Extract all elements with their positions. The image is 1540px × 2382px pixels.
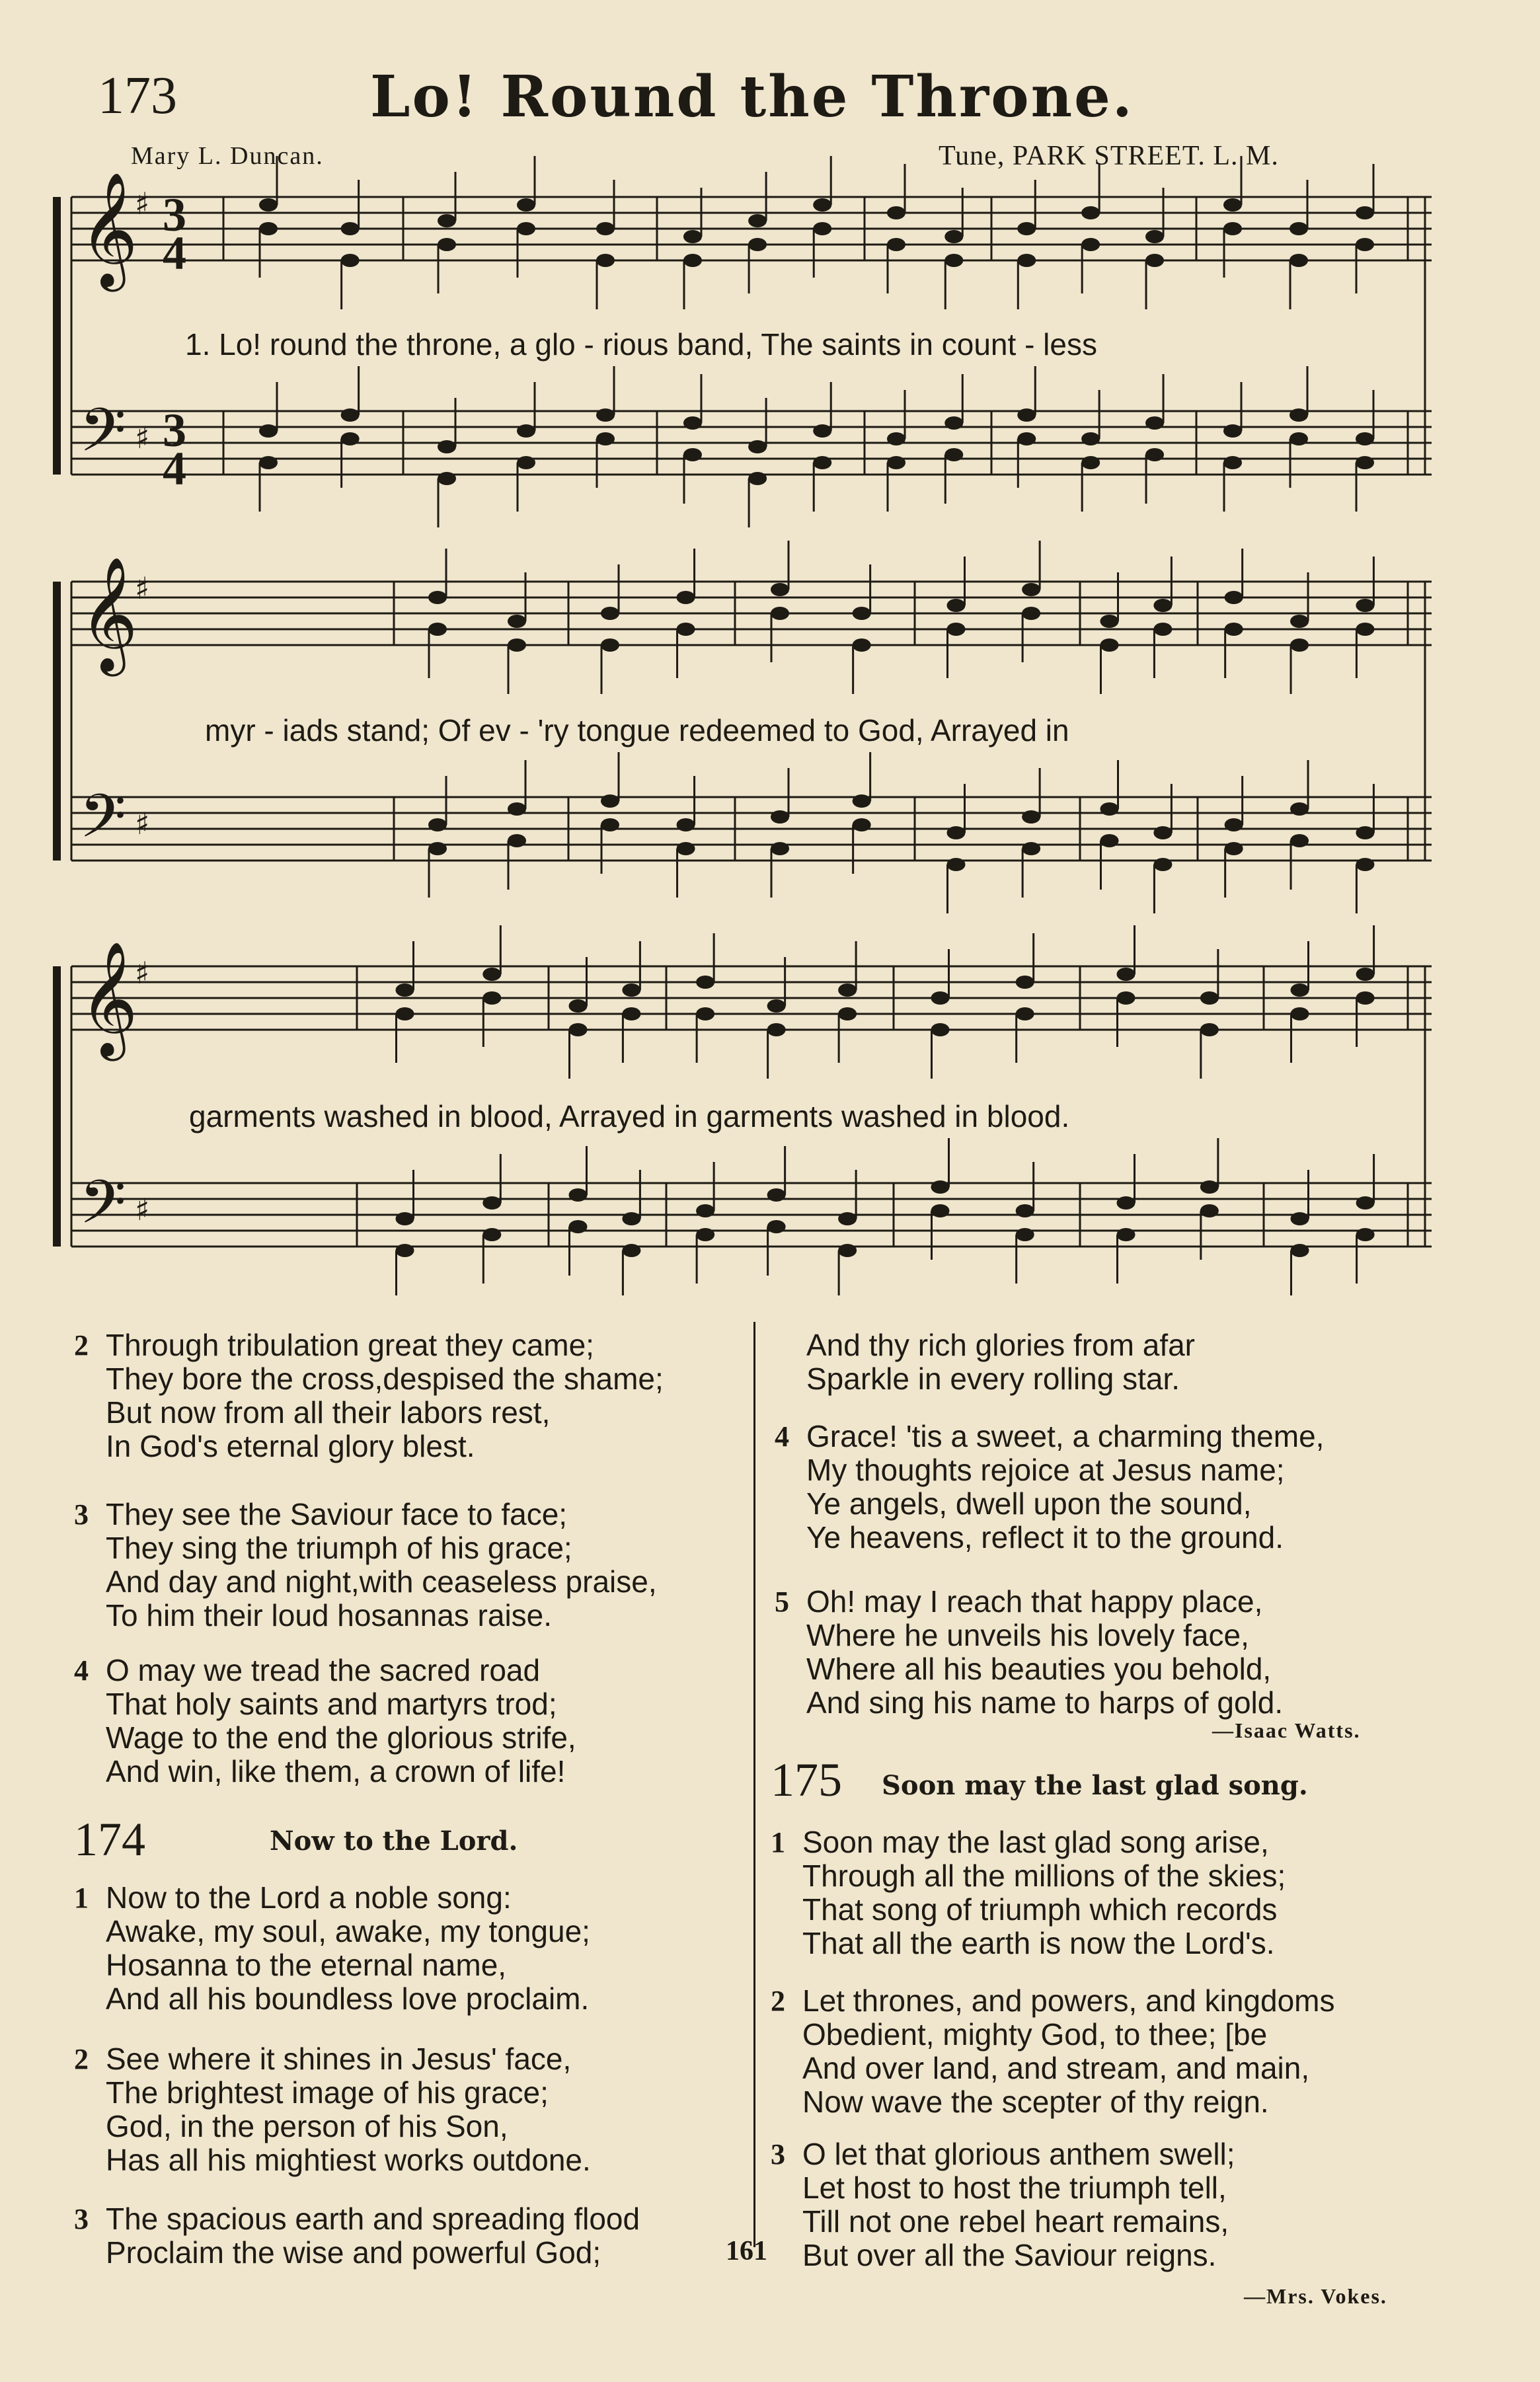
note-head	[1153, 599, 1172, 612]
note-head	[508, 615, 526, 628]
note-head	[482, 991, 501, 1005]
note-head	[622, 983, 640, 997]
note-head	[482, 1228, 501, 1241]
stanza-left-3: 3 They see the Saviour face to face; They sing the triumph of his grace; And day and night,with ceaseless praise, To him their loud hosannas raise.	[74, 1497, 657, 1633]
note-head	[1145, 416, 1164, 430]
note-head	[1290, 834, 1309, 847]
note-head	[569, 1188, 588, 1202]
note-head	[944, 230, 963, 243]
note-head	[569, 999, 588, 1013]
note-head	[1356, 238, 1374, 251]
sharp-icon: ♯	[135, 955, 150, 991]
note-head	[259, 456, 278, 469]
note-head	[887, 238, 905, 251]
note-head	[438, 440, 456, 453]
hymn-175-number: 175	[771, 1753, 842, 1806]
note-head	[677, 623, 695, 636]
note-head	[569, 1023, 588, 1036]
note-head	[1290, 802, 1309, 816]
note-head	[1225, 818, 1243, 831]
note-head	[1016, 1228, 1034, 1241]
note-head	[748, 214, 767, 227]
note-head	[1356, 456, 1374, 469]
sharp-icon: ♯	[135, 1192, 150, 1227]
note-head	[683, 254, 702, 267]
note-head	[887, 206, 905, 219]
note-head	[1356, 826, 1374, 839]
note-head	[1200, 1180, 1219, 1194]
note-head	[813, 456, 831, 469]
stanza-174-3: 3 The spacious earth and spreading flood Proclaim the wise and powerful God;	[74, 2202, 640, 2270]
note-head	[1225, 623, 1243, 636]
attribution-vokes: —Mrs. Vokes.	[1244, 2284, 1387, 2308]
note-head	[396, 1212, 414, 1225]
note-head	[1145, 254, 1164, 267]
note-head	[696, 1007, 714, 1020]
note-head	[438, 238, 456, 251]
note-head	[771, 842, 789, 855]
note-head	[1016, 1007, 1034, 1020]
note-head	[853, 638, 871, 652]
stanza-175-2: 2 Let thrones, and powers, and kingdoms Obedient, mighty God, to thee; [be And over land, and stream, and main, Now wave the scepter of thy reign.	[771, 1983, 1335, 2119]
note-head	[696, 1228, 714, 1241]
note-head	[1290, 615, 1309, 628]
note-head	[1356, 1228, 1375, 1241]
hymn-title: Lo! Round the Throne.	[370, 63, 1134, 130]
page-number: 161	[726, 2236, 767, 2266]
note-head	[1081, 238, 1100, 251]
note-head	[1223, 424, 1242, 438]
note-head	[838, 983, 857, 997]
note-head	[767, 1188, 786, 1202]
note-head	[1356, 432, 1374, 445]
hymn-174-number: 174	[74, 1813, 145, 1866]
bass-clef-icon: 𝄢	[79, 781, 126, 866]
hymn-number: 173	[98, 67, 177, 125]
note-head	[482, 1196, 501, 1210]
note-head	[517, 456, 535, 469]
stanza-left-4: 4 O may we tread the sacred road That holy saints and martyrs trod; Wage to the end the glorious strife, And win, like them, a crown of life!	[74, 1653, 576, 1788]
tune-credit: Tune, PARK STREET. L. M.	[939, 141, 1279, 171]
note-head	[677, 591, 695, 604]
note-head	[622, 1244, 640, 1257]
note-head	[677, 818, 695, 831]
note-head	[428, 623, 447, 636]
note-head	[601, 818, 619, 831]
note-head	[396, 1007, 414, 1020]
note-head	[1291, 1007, 1309, 1020]
note-head	[683, 448, 702, 461]
stanza-right-5: 5 Oh! may I reach that happy place, Where he unveils his lovely face, Where all his beauties you behold, And sing his name to harps of gold.	[775, 1584, 1284, 1720]
note-head	[438, 472, 456, 485]
sharp-icon: ♯	[135, 806, 150, 841]
note-head	[771, 810, 789, 824]
note-head	[1225, 591, 1243, 604]
note-head	[748, 440, 767, 453]
treble-clef-icon: 𝄞	[79, 172, 138, 287]
note-head	[1290, 408, 1308, 422]
stanza-right-4: 4 Grace! 'tis a sweet, a charming theme, My thoughts rejoice at Jesus name; Ye angels, dwell upon the sound, Ye heavens, reflect it to the ground.	[775, 1419, 1325, 1555]
note-head	[1022, 810, 1040, 824]
note-head	[1117, 991, 1136, 1005]
note-head	[1223, 222, 1242, 235]
note-head	[259, 198, 278, 211]
note-head	[341, 432, 360, 445]
stanza-175-3: 3 O let that glorious anthem swell; Let host to host the triumph tell, Till not one rebel heart remains, But over all the Saviour reigns.	[771, 2137, 1235, 2272]
note-head	[853, 607, 871, 620]
note-head	[517, 198, 535, 211]
note-head	[677, 842, 695, 855]
time-signature-bass: 3 4	[163, 404, 186, 495]
note-head	[1356, 991, 1375, 1005]
note-head	[771, 607, 789, 620]
note-head	[1290, 222, 1308, 235]
note-head	[1291, 1212, 1309, 1225]
note-head	[853, 818, 871, 831]
treble-clef-icon: 𝄞	[79, 941, 138, 1056]
note-head	[1100, 834, 1119, 847]
note-head	[683, 416, 702, 430]
note-head	[683, 230, 702, 243]
note-head	[748, 472, 767, 485]
time-signature-treble: 3 4	[163, 188, 186, 280]
sharp-icon: ♯	[135, 420, 150, 455]
note-head	[944, 416, 963, 430]
note-head	[771, 583, 789, 596]
note-head	[1022, 842, 1040, 855]
stanza-175-1: 1 Soon may the last glad song arise, Through all the millions of the skies; That song of triumph which records That all the earth is now the Lord's.	[771, 1825, 1286, 1960]
stanza-174-1: 1 Now to the Lord a noble song: Awake, my soul, awake, my tongue; Hosanna to the eternal name, And all his boundless love proclaim.	[74, 1880, 590, 2016]
note-head	[813, 222, 831, 235]
note-head	[341, 254, 360, 267]
lyrics-line-3: garments washed in blood, Arrayed in garments washed in blood.	[189, 1099, 1070, 1133]
note-head	[428, 818, 447, 831]
sharp-icon: ♯	[135, 186, 150, 221]
note-head	[1200, 991, 1219, 1005]
note-head	[517, 222, 535, 235]
hymn-174-title: Now to the Lord.	[270, 1825, 518, 1857]
note-head	[569, 1220, 588, 1233]
note-head	[1117, 1228, 1136, 1241]
note-head	[767, 1220, 786, 1233]
note-head	[1100, 615, 1119, 628]
note-head	[517, 424, 535, 438]
note-head	[1081, 432, 1100, 445]
note-head	[396, 1244, 414, 1257]
note-head	[1356, 599, 1374, 612]
note-head	[396, 983, 414, 997]
note-head	[1016, 1204, 1034, 1217]
note-head	[1153, 858, 1172, 871]
note-head	[1016, 976, 1034, 989]
stanza-right-continued: And thy rich glories from afar Sparkle in every rolling star.	[806, 1328, 1196, 1396]
note-head	[813, 198, 831, 211]
note-head	[1081, 206, 1100, 219]
note-head	[1200, 1023, 1219, 1036]
note-head	[596, 432, 615, 445]
note-head	[838, 1007, 857, 1020]
note-head	[341, 408, 360, 422]
note-head	[508, 802, 526, 816]
note-head	[838, 1244, 857, 1257]
note-head	[1290, 254, 1308, 267]
note-head	[601, 794, 619, 808]
note-head	[1290, 432, 1308, 445]
note-head	[767, 1023, 786, 1036]
note-head	[1017, 408, 1036, 422]
note-head	[1153, 623, 1172, 636]
note-head	[428, 591, 447, 604]
note-head	[1117, 968, 1136, 981]
note-head	[931, 1023, 950, 1036]
note-head	[1291, 1244, 1309, 1257]
note-head	[1291, 983, 1309, 997]
note-head	[1290, 638, 1309, 652]
bass-clef-icon: 𝄢	[79, 1167, 126, 1252]
note-head	[931, 1180, 950, 1194]
note-head	[887, 432, 905, 445]
note-head	[947, 826, 966, 839]
note-head	[341, 222, 360, 235]
note-head	[947, 599, 966, 612]
note-head	[748, 238, 767, 251]
note-head	[1200, 1204, 1219, 1217]
note-head	[438, 214, 456, 227]
note-head	[1017, 254, 1036, 267]
note-head	[1145, 230, 1164, 243]
sharp-icon: ♯	[135, 570, 150, 606]
note-head	[947, 858, 966, 871]
note-head	[1223, 456, 1242, 469]
hymn-175-title: Soon may the last glad song.	[882, 1770, 1308, 1801]
attribution-watts: —Isaac Watts.	[1212, 1718, 1361, 1742]
note-head	[838, 1212, 857, 1225]
note-head	[1153, 826, 1172, 839]
note-head	[596, 222, 615, 235]
note-head	[767, 999, 786, 1013]
note-head	[947, 623, 966, 636]
stanza-174-2: 2 See where it shines in Jesus' face, The brightest image of his grace; God, in the person of his Son, Has all his mightiest works outdone.	[74, 2042, 591, 2177]
note-head	[622, 1212, 640, 1225]
note-head	[508, 834, 526, 847]
note-head	[601, 638, 619, 652]
note-head	[944, 254, 963, 267]
note-head	[931, 1204, 950, 1217]
note-head	[596, 408, 615, 422]
note-head	[1022, 607, 1040, 620]
author-credit: Mary L. Duncan.	[131, 142, 324, 170]
note-head	[813, 424, 831, 438]
note-head	[1017, 432, 1036, 445]
note-head	[596, 254, 615, 267]
note-head	[601, 607, 619, 620]
note-head	[1117, 1196, 1136, 1210]
note-head	[887, 456, 905, 469]
treble-clef-icon: 𝄞	[79, 557, 138, 672]
note-head	[931, 991, 950, 1005]
lyrics-line-1: 1. Lo! round the throne, a glo - rious band, The saints in count - less	[185, 327, 1097, 362]
note-head	[1100, 638, 1119, 652]
column-divider	[753, 1322, 755, 2247]
stanza-left-2: 2 Through tribulation great they came; They bore the cross,despised the shame; But now from all their labors rest, In God's eternal glory blest.	[74, 1328, 664, 1463]
note-head	[853, 794, 871, 808]
note-head	[1356, 1196, 1375, 1210]
note-head	[1225, 842, 1243, 855]
note-head	[696, 976, 714, 989]
note-head	[944, 448, 963, 461]
note-head	[259, 222, 278, 235]
note-head	[259, 424, 278, 438]
note-head	[696, 1204, 714, 1217]
note-head	[1356, 968, 1375, 981]
note-head	[1017, 222, 1036, 235]
note-head	[1356, 206, 1374, 219]
note-head	[1223, 198, 1242, 211]
note-head	[1081, 456, 1100, 469]
note-head	[1356, 623, 1374, 636]
note-head	[1356, 858, 1374, 871]
note-head	[1145, 448, 1164, 461]
note-head	[622, 1007, 640, 1020]
note-head	[428, 842, 447, 855]
note-head	[482, 968, 501, 981]
lyrics-line-2: myr - iads stand; Of ev - 'ry tongue redeemed to God, Arrayed in	[205, 713, 1069, 748]
bass-clef-icon: 𝄢	[79, 395, 126, 480]
note-head	[1022, 583, 1040, 596]
note-head	[508, 638, 526, 652]
note-head	[1100, 802, 1119, 816]
